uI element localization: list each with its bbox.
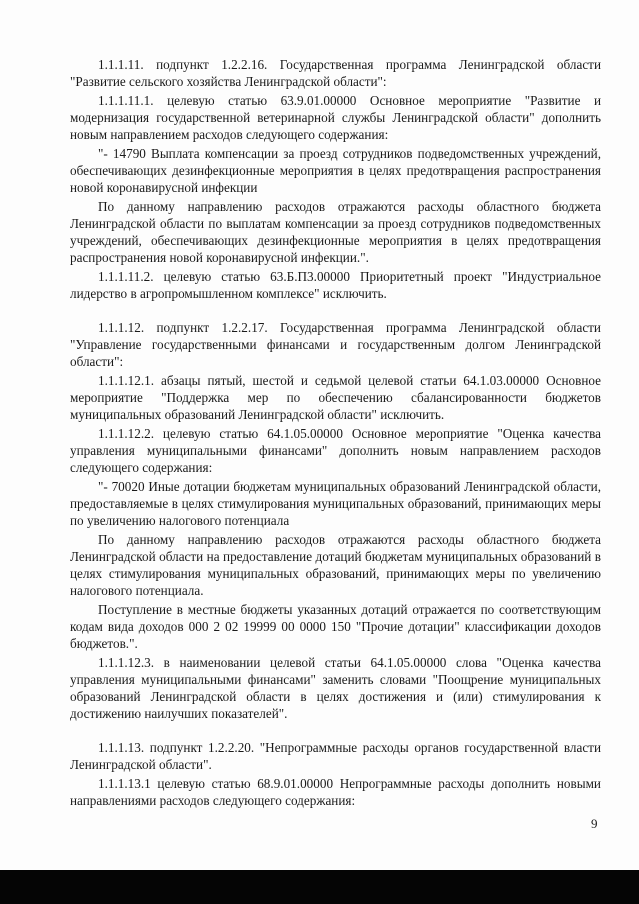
paragraph: По данному направлению расходов отражаются расходы областного бюджета Ленинградской области на предоставление дотаций бюджетам муниципальных образований в целях стимулирования муниципальных образований, принимающих меры по увеличению налогового потенциала. [70,532,601,598]
paragraph: "- 14790 Выплата компенсации за проезд сотрудников подведомственных учреждений, обеспечивающих дезинфекционные мероприятия в целях предотвращения распространения новой коронавирусной инфекции [70,146,601,195]
paragraph: Поступление в местные бюджеты указанных дотаций отражается по соответствующим кодам вида доходов 000 2 02 19999 00 0000 150 "Прочие дотации" классификации доходов бюджетов.". [70,602,601,651]
paragraph: 1.1.1.11.2. целевую статью 63.Б.П3.00000 Приоритетный проект "Индустриальное лидерство в агропромышленном комплексе" исключить. [70,269,601,301]
document-body [70,56,601,811]
scan-bottom-border [0,870,639,904]
paragraph: 1.1.1.13. подпункт 1.2.2.20. "Непрограммные расходы органов государственной власти Ленинградской области". [70,740,601,772]
paragraph: 1.1.1.11. подпункт 1.2.2.16. Государственная программа Ленинградской области "Развитие сельского хозяйства Ленинградской области": [70,57,601,89]
paragraph: По данному направлению расходов отражаются расходы областного бюджета Ленинградской области по выплатам компенсации за проезд сотрудников подведомственных учреждений, обеспечивающих дезинфекционные мероприятия в целях предотвращения распространения новой коронавирусной инфекции.". [70,199,601,265]
paragraph: 1.1.1.12. подпункт 1.2.2.17. Государственная программа Ленинградской области "Управление государственными финансами и государственным долгом Ленинградской области": [70,320,601,369]
paragraph: "- 70020 Иные дотации бюджетам муниципальных образований Ленинградской области, предоставляемые в целях стимулирования муниципальных образований, принимающих меры по увеличению налогового потенциала [70,479,601,528]
paragraph: 1.1.1.11.1. целевую статью 63.9.01.00000 Основное мероприятие "Развитие и модернизация государственной ветеринарной службы Ленинградской области" дополнить новым направлением расходов следующего содержания: [70,93,601,142]
paragraph: 1.1.1.13.1 целевую статью 68.9.01.00000 Непрограммные расходы дополнить новыми направлениями расходов следующего содержания: [70,776,601,808]
page-number: 9 [591,816,598,831]
paragraph: 1.1.1.12.3. в наименовании целевой статьи 64.1.05.00000 слова "Оценка качества управления муниципальными финансами" заменить словами "Поощрение муниципальных образований Ленинградской области в целях достижения и (или) стимулирования к достижению наилучших показателей". [70,655,601,721]
paragraph: 1.1.1.12.2. целевую статью 64.1.05.00000 Основное мероприятие "Оценка качества управления муниципальными финансами" дополнить новым направлением расходов следующего содержания: [70,426,601,475]
paragraph: 1.1.1.12.1. абзацы пятый, шестой и седьмой целевой статьи 64.1.03.00000 Основное мероприятие "Поддержка мер по обеспечению сбалансированности бюджетов муниципальных образований Ленинградской области" исключить. [70,373,601,422]
